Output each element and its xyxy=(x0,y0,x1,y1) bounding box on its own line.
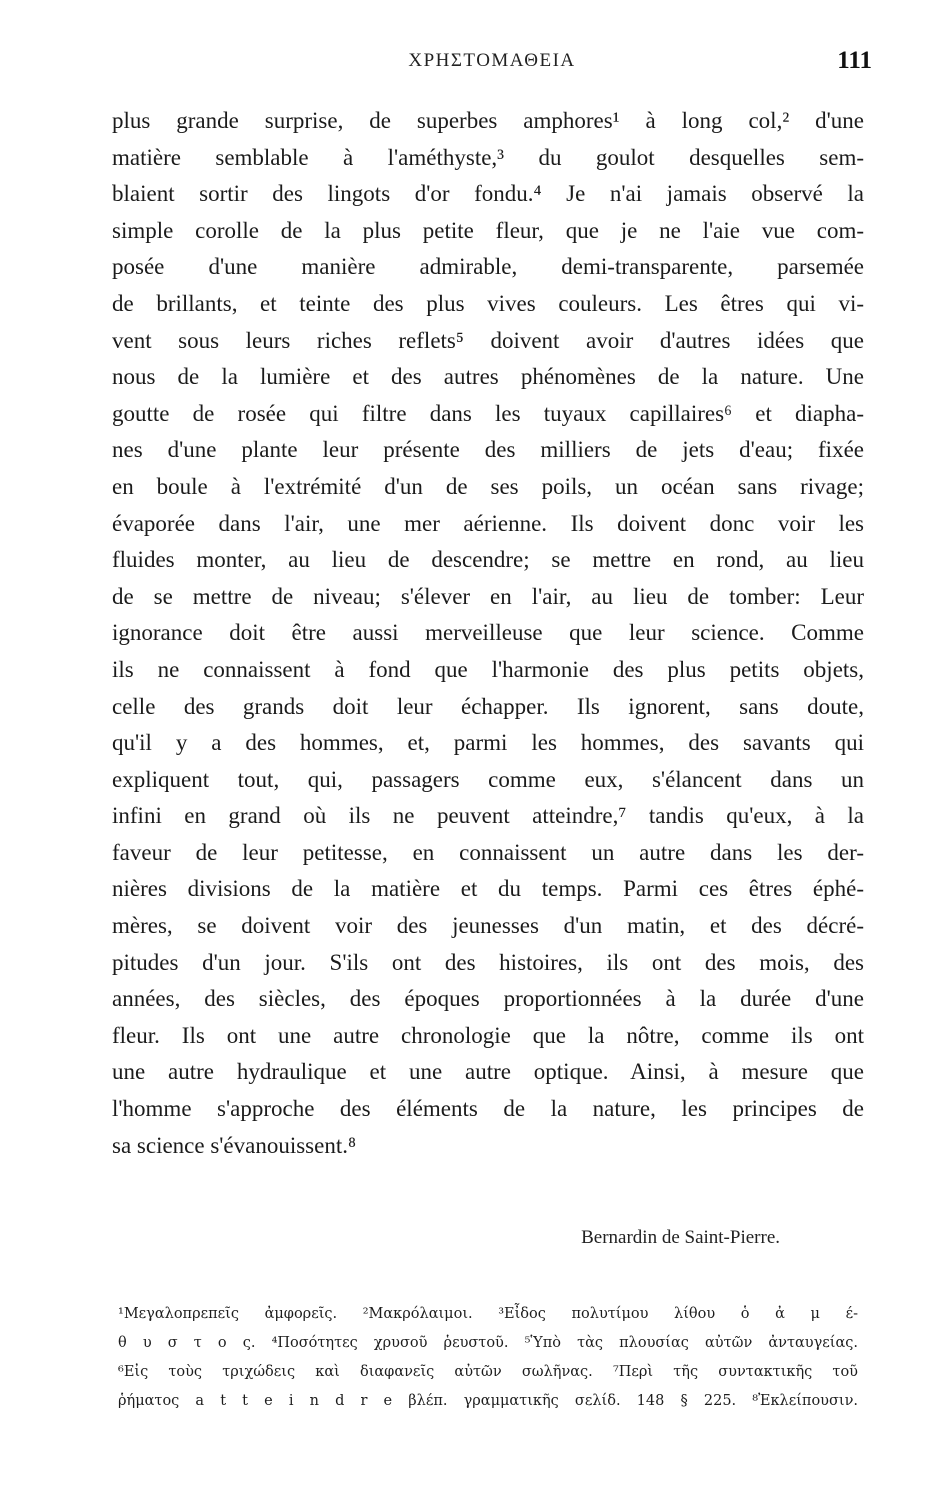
body-line: évaporée dans l'air, une mer aérienne. Ils doivent donc voir les xyxy=(112,510,864,536)
body-line: matière semblable à l'améthyste,³ du goulot desquelles sem- xyxy=(112,144,864,170)
body-line: de brillants, et teinte des plus vives couleurs. Les êtres qui vi- xyxy=(112,290,864,316)
body-line: infini en grand où ils ne peuvent atteindre,⁷ tandis qu'eux, à la xyxy=(112,803,864,829)
body-text xyxy=(112,103,864,1164)
body-line: nous de la lumière et des autres phénomènes de la nature. Une xyxy=(112,364,864,390)
body-line: plus grande surprise, de superbes amphores¹ à long col,² d'une xyxy=(112,108,864,133)
body-line: une autre hydraulique et une autre optique. Ainsi, à mesure que xyxy=(112,1059,864,1085)
body-line: posée d'une manière admirable, demi-transparente, parsemée xyxy=(112,254,864,280)
body-line: blaient sortir des lingots d'or fondu.⁴ Je n'ai jamais observé la xyxy=(112,181,864,207)
body-line: celle des grands doit leur échapper. Ils ignorent, sans doute, xyxy=(112,693,864,719)
footnote-line: ῥήματος a t t e i n d r e βλέπ. γραμματικῆς σελίδ. 148 § 225. ⁸Ἐκλείπουσιν. xyxy=(118,1393,858,1409)
body-line: fluides monter, au lieu de descendre; se mettre en rond, au lieu xyxy=(112,547,864,573)
body-line: de se mettre de niveau; s'élever en l'air, au lieu de tomber: Leur xyxy=(112,583,864,609)
footnotes xyxy=(118,1300,858,1416)
body-line: goutte de rosée qui filtre dans les tuyaux capillaires⁶ et diapha- xyxy=(112,400,864,426)
body-line: pitudes d'un jour. S'ils ont des histoires, ils ont des mois, des xyxy=(112,949,864,975)
body-line: en boule à l'extrémité d'un de ses poils, un océan sans rivage; xyxy=(112,473,864,499)
body-line: fleur. Ils ont une autre chronologie que la nôtre, comme ils ont xyxy=(112,1022,864,1048)
body-line: qu'il y a des hommes, et, parmi les hommes, des savants qui xyxy=(112,730,864,756)
body-line: l'homme s'approche des éléments de la nature, les principes de xyxy=(112,1096,864,1122)
body-line: simple corolle de la plus petite fleur, que je ne l'aie vue com- xyxy=(112,217,864,243)
body-line: ignorance doit être aussi merveilleuse que leur science. Comme xyxy=(112,620,864,646)
page-number: 111 xyxy=(837,47,872,74)
body-line: vent sous leurs riches reflets⁵ doivent avoir d'autres idées que xyxy=(112,327,864,353)
footnote-line: ⁶Εἰς τοὺς τριχώδεις καὶ διαφανεῖς αὐτῶν σωλῆνας. ⁷Περὶ τῆς συντακτικῆς τοῦ xyxy=(118,1364,858,1380)
body-line-last: sa science s'évanouissent.⁸ xyxy=(112,1132,357,1158)
body-line: expliquent tout, qui, passagers comme eux, s'élancent dans un xyxy=(112,766,864,792)
body-line: années, des siècles, des époques proportionnées à la durée d'une xyxy=(112,986,864,1012)
page-header xyxy=(112,47,872,82)
footnote-line: ¹Μεγαλοπρεπεῖς ἀμφορεῖς. ²Μακρόλαιμοι. ³Εἶδος πολυτίμου λίθου ὁ ἀ μ έ- xyxy=(118,1306,858,1322)
body-line: nes d'une plante leur présente des milliers de jets d'eau; fixée xyxy=(112,437,864,463)
body-line: ils ne connaissent à fond que l'harmonie des plus petits objets, xyxy=(112,656,864,682)
running-head: ΧΡΗΣΤΟΜΑΘΕΙΑ xyxy=(408,50,576,71)
author-attribution: Bernardin de Saint-Pierre. xyxy=(581,1227,780,1248)
body-line: nières divisions de la matière et du temps. Parmi ces êtres éphé- xyxy=(112,876,864,902)
body-line: mères, se doivent voir des jeunesses d'un matin, et des décré- xyxy=(112,913,864,939)
footnote-line: θ υ σ τ ο ς. ⁴Ποσότητες χρυσοῦ ῥευστοῦ. ⁵Ὑπὸ τὰς πλουσίας αὐτῶν ἀνταυγείας. xyxy=(118,1335,858,1351)
body-line: faveur de leur petitesse, en connaissent un autre dans les der- xyxy=(112,839,864,865)
